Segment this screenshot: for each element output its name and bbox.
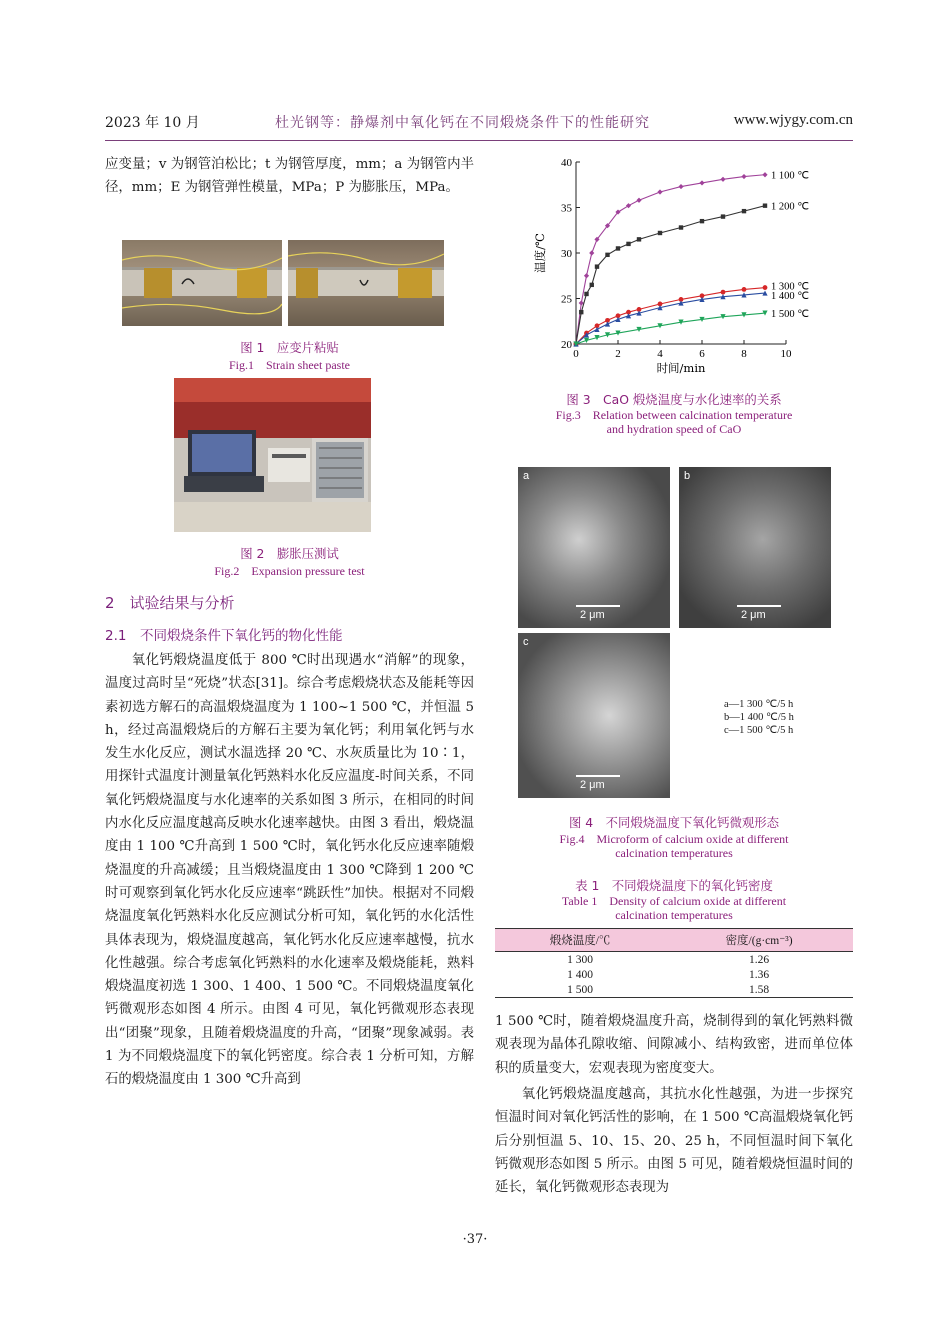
series-label: 1 400 ℃ xyxy=(771,291,810,303)
table-cell: 1 500 xyxy=(495,982,665,998)
x-tick-label: 8 xyxy=(741,348,747,360)
header-date: 2023 年 10 月 xyxy=(105,115,200,131)
table-cell: 1 300 xyxy=(567,953,593,966)
fig4-caption-en-2: calcination temperatures xyxy=(615,846,733,860)
sem-panel-c xyxy=(518,633,670,798)
sem-a-scale-label: 2 μm xyxy=(580,609,605,621)
y-tick-label: 40 xyxy=(561,157,572,169)
data-point xyxy=(721,290,726,295)
data-point xyxy=(658,231,662,235)
fig1-caption-cn: 图 1 应变片粘贴 xyxy=(240,340,339,355)
fig2-photo xyxy=(174,378,371,532)
sem-panel-b-label: b xyxy=(684,470,691,482)
data-point xyxy=(626,242,630,246)
fig3-caption-en-2: and hydration speed of CaO xyxy=(606,422,742,436)
table-cell: 1.36 xyxy=(749,968,770,981)
data-point xyxy=(763,203,767,207)
header-title: 杜光钢等：静爆剂中氧化钙在不同煅烧条件下的性能研究 xyxy=(275,115,650,131)
sem-c-scale-bar xyxy=(576,775,620,777)
data-point xyxy=(636,198,641,203)
data-point xyxy=(679,225,683,229)
table1-caption-en-1: Table 1 Density of calcium oxide at different xyxy=(561,894,787,908)
sem-b-scale-label: 2 μm xyxy=(741,609,766,621)
fig4-caption-en-1: Fig.4 Microform of calcium oxide at different xyxy=(559,832,789,846)
x-tick-label: 4 xyxy=(657,348,663,360)
right-body-paragraph-1: 1 500 ℃时，随着煅烧温度升高，烧制得到的氧化钙熟料微观表现为晶体孔隙收缩、间隙减小、结构致密，进而单位体积的质量变大，宏观表现为密度变大。 xyxy=(495,1014,853,1076)
expansion-test-setup-image xyxy=(174,378,371,532)
chart-series xyxy=(573,171,809,347)
table-cell: 1 400 xyxy=(567,968,593,981)
fig4-legend-b: b—1 400 ℃/5 h xyxy=(724,712,794,723)
table-cell: 1.58 xyxy=(665,982,853,998)
table-cell: 1.26 xyxy=(749,953,770,966)
table-header-row xyxy=(495,929,853,952)
data-point xyxy=(584,273,589,278)
y-tick-label: 35 xyxy=(561,202,572,215)
series-label: 1 500 ℃ xyxy=(771,309,810,321)
y-tick-label: 30 xyxy=(561,248,572,260)
sem-panel-b xyxy=(679,467,831,628)
data-point xyxy=(590,283,594,287)
sem-a-scale-bar xyxy=(576,605,620,607)
data-point xyxy=(763,285,768,290)
fig4-legend-a: a—1 300 ℃/5 h xyxy=(724,699,794,710)
y-tick-label: 25 xyxy=(561,293,572,306)
x-tick-label: 6 xyxy=(699,348,705,360)
data-point xyxy=(584,292,588,296)
table-row xyxy=(495,952,853,968)
fig1-photo-left xyxy=(122,240,282,326)
data-point xyxy=(741,174,746,179)
data-point xyxy=(615,317,620,322)
data-point xyxy=(762,172,767,177)
data-point xyxy=(579,310,583,314)
series-label: 1 300 ℃ xyxy=(771,281,810,293)
sem-panel-a-label: a xyxy=(523,470,530,482)
series-label: 1 100 ℃ xyxy=(771,170,810,182)
series-line xyxy=(576,206,765,344)
data-point xyxy=(742,287,747,292)
fig2-caption-cn: 图 2 膨胀压测试 xyxy=(240,546,339,561)
table-header-temp: 煅烧温度/℃ xyxy=(495,929,665,952)
data-point xyxy=(637,237,641,241)
series-line xyxy=(576,313,765,344)
sem-panel-c-label: c xyxy=(523,636,529,648)
fig4-legend xyxy=(724,698,794,737)
data-point xyxy=(626,203,631,208)
x-tick-label: 0 xyxy=(573,348,579,360)
sem-c-scale-label: 2 μm xyxy=(580,779,605,791)
table1-caption-en-2: calcination temperatures xyxy=(615,908,733,922)
strain-gauge-pipe-image-2 xyxy=(288,240,444,326)
fig3-caption-en-1: Fig.3 Relation between calcination temperature xyxy=(555,408,793,422)
data-point xyxy=(605,321,610,326)
section-2-1-heading: 2.1 不同煅烧条件下氧化钙的物化性能 xyxy=(105,628,343,644)
fig1-photo-right xyxy=(288,240,444,326)
x-tick-label: 2 xyxy=(615,348,621,360)
fig4-legend-c: c—1 500 ℃/5 h xyxy=(724,725,794,736)
series-line xyxy=(576,175,765,344)
data-point xyxy=(616,246,620,250)
table-row xyxy=(495,967,853,982)
data-point xyxy=(595,264,599,268)
density-table xyxy=(495,928,853,998)
header-rule xyxy=(105,140,853,141)
x-tick-label: 10 xyxy=(780,348,792,360)
data-point xyxy=(657,189,662,194)
fig3-caption-cn: 图 3 CaO 煅烧温度与水化速率的关系 xyxy=(566,392,782,407)
intro-paragraph: 应变量；v 为钢管泊松比；t 为钢管厚度，mm；a 为钢管内半径，mm；E 为钢管弹性模量，MPa；P 为膨胀压，MPa。 xyxy=(105,157,474,196)
header-site: www.wjygy.com.cn xyxy=(733,112,853,128)
series-label: 1 200 ℃ xyxy=(771,201,810,213)
data-point xyxy=(700,219,704,223)
data-point xyxy=(678,184,683,189)
data-point xyxy=(721,214,725,218)
x-axis-label: 时间/min xyxy=(656,361,706,375)
data-point xyxy=(589,250,594,255)
table1-caption-cn: 表 1 不同煅烧温度下的氧化钙密度 xyxy=(575,878,773,893)
y-axis-label: 温度/℃ xyxy=(533,233,547,273)
left-body-paragraph: 氧化钙煅烧温度低于 800 ℃时出现遇水“消解”的现象，温度过高时呈“死烧”状态[31]。综合考虑煅烧状态及能耗等因素初选方解石的高温煅烧温度为 1 100~1 500 ℃，并恒温 5 h，经过高温煅烧后的方解石主要为氧化钙；利用氧化钙与水发生水化反应，测试水温选择 20 ℃、水灰质量比为 10∶1，用探针式温度计测量氧化钙熟料水化反应温度-时间关系，不同氧化钙煅烧温度与水化速率的关系如图 3 所示，在相同的时间内水化反应温度越高反映水化速率越快。由图 3 看出，煅烧温度由 1 100 ℃升高到 1 500 ℃时，氧化钙水化反应速率随煅烧温度的升高减缓；且当煅烧温度由 1 300 ℃降到 1 200 ℃时可观察到氧化钙水化反应速率“跳跃性”加快。根据对不同煅烧温度氧化钙熟料水化反应测试分析可知，氧化钙的水化活性具体表现为，煅烧温度越高，氧化钙水化反应速率越慢，抗水化性越强。综合考虑氧化钙熟料的水化速率及煅烧能耗，熟料煅烧温度初选 1 300、1 400、1 500 ℃。不同煅烧温度氧化钙微观形态如图 4 所示。由图 4 可见，氧化钙微观形态表现出“团聚”现象，且随着煅烧温度的升高，“团聚”现象减弱。表 1 为不同煅烧温度下的氧化钙密度。综合表 1 分析可知，方解石的煅烧温度由 1 300 ℃升高到 xyxy=(105,653,474,1088)
fig1-caption-en: Fig.1 Strain sheet paste xyxy=(229,358,350,372)
strain-gauge-pipe-image xyxy=(122,240,282,326)
table-row xyxy=(495,982,853,998)
section-2-heading: 2 试验结果与分析 xyxy=(105,594,235,612)
fig4-caption-cn: 图 4 不同煅烧温度下氧化钙微观形态 xyxy=(568,815,780,830)
data-point xyxy=(720,177,725,182)
chart-axes xyxy=(533,157,792,375)
data-point xyxy=(742,209,746,213)
fig2-caption-en: Fig.2 Expansion pressure test xyxy=(214,564,365,578)
data-point xyxy=(605,253,609,257)
fig3-chart xyxy=(528,150,828,380)
series-1500 xyxy=(573,309,809,347)
table-header-density: 密度/(g·cm⁻³) xyxy=(665,929,853,952)
page-number: ·37· xyxy=(462,1232,488,1247)
y-tick-label: 20 xyxy=(561,339,572,351)
series-line xyxy=(576,293,765,344)
sem-b-scale-bar xyxy=(737,605,781,607)
data-point xyxy=(699,180,704,185)
right-body-paragraph-2: 氧化钙煅烧温度越高，其抗水化性越强，为进一步探究恒温时间对氧化钙活性的影响，在 1 500 ℃高温煅烧氧化钙后分别恒温 5、10、15、20、25 h，不同恒温时间下氧化钙微观形态如图 5 所示。由图 5 可见，随着煅烧恒温时间的延长，氧化钙微观形态表现为 xyxy=(495,1087,853,1196)
sem-panel-a xyxy=(518,467,670,628)
